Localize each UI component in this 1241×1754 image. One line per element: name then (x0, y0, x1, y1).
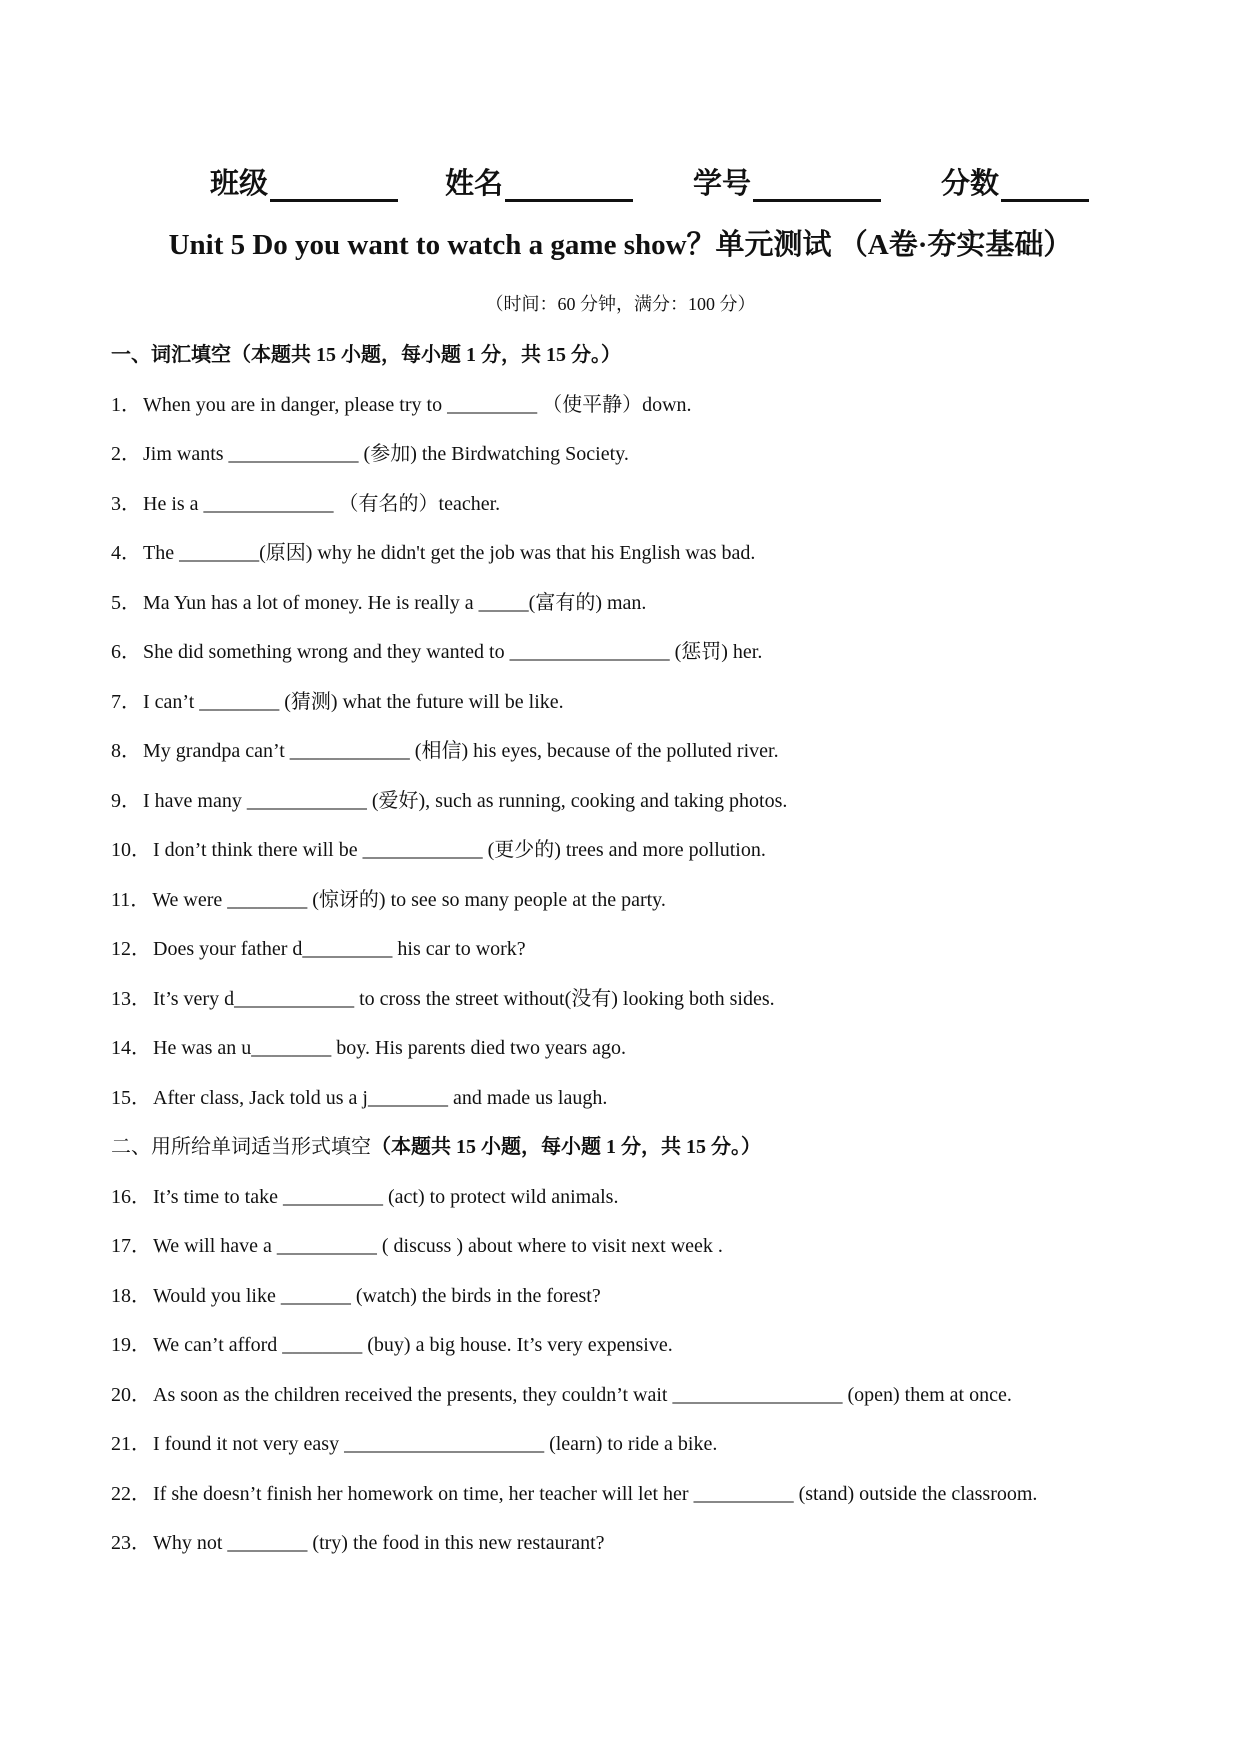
question-text: It’s very d____________ to cross the street without(没有) looking both sides. (153, 987, 775, 1010)
question-number: 18． (111, 1284, 151, 1307)
question-text: My grandpa can’t ____________ (相信) his eyes, because of the polluted river. (143, 740, 779, 762)
question-number: 2． (111, 443, 141, 465)
test-subtitle: （时间：60 分钟，满分：100 分） (485, 294, 756, 314)
question-item (111, 529, 1191, 579)
question-text: As soon as the children received the presents, they couldn’t wait _________________ (open) them at once. (153, 1383, 1012, 1406)
student-info-header (210, 160, 1140, 202)
question-number: 3． (111, 492, 141, 515)
question-item (111, 1074, 1191, 1124)
question-number: 7． (111, 690, 141, 713)
question-item (111, 1519, 1191, 1569)
class-field (210, 161, 445, 202)
question-text: Does your father d_________ his car to work? (153, 938, 526, 960)
question-item (111, 876, 1191, 926)
student-id-blank (753, 169, 881, 202)
question-text: We were ________ (惊讶的) to see so many people at the party. (152, 888, 666, 911)
question-item (111, 925, 1191, 975)
question-number: 17． (111, 1235, 151, 1257)
question-number: 12． (111, 938, 151, 960)
question-text: We can’t afford ________ (buy) a big house. It’s very expensive. (153, 1334, 673, 1356)
question-text: He was an u________ boy. His parents died two years ago. (153, 1037, 627, 1059)
question-item (111, 727, 1191, 777)
name-blank (505, 169, 633, 202)
question-item (111, 579, 1191, 629)
question-text: Would you like _______ (watch) the birds in the forest? (153, 1284, 601, 1307)
question-text: After class, Jack told us a j________ and made us laugh. (153, 1086, 608, 1109)
question-item (111, 480, 1191, 530)
section-heading (111, 1123, 1191, 1173)
question-item (111, 628, 1191, 678)
name-label: 姓名 (445, 166, 504, 200)
question-item (111, 1173, 1191, 1223)
question-text: I don’t think there will be ____________ (更少的) trees and more pollution. (153, 839, 766, 861)
question-text: We will have a __________ ( discuss ) about where to visit next week . (153, 1235, 723, 1257)
question-number: 4． (111, 542, 141, 564)
question-number: 13． (111, 987, 151, 1010)
question-number: 9． (111, 789, 141, 812)
question-text: It’s time to take __________ (act) to protect wild animals. (153, 1185, 619, 1208)
question-number: 15． (111, 1086, 151, 1109)
question-number: 10． (111, 839, 151, 861)
question-text: I have many ____________ (爱好), such as running, cooking and taking photos. (143, 789, 788, 812)
class-label: 班级 (210, 166, 269, 200)
question-item (111, 1024, 1191, 1074)
score-blank (1001, 169, 1089, 202)
test-content (111, 331, 1191, 1569)
question-number: 21． (111, 1433, 151, 1455)
question-number: 16． (111, 1185, 151, 1208)
question-text: I can’t ________ (猜测) what the future will be like. (143, 690, 564, 713)
question-text: Jim wants _____________ (参加) the Birdwatching Society. (143, 443, 629, 465)
question-item (111, 430, 1191, 480)
question-item (111, 1321, 1191, 1371)
question-text: Why not ________ (try) the food in this new restaurant? (153, 1532, 605, 1554)
question-number: 20． (111, 1383, 151, 1406)
question-item (111, 1272, 1191, 1322)
question-number: 6． (111, 641, 141, 663)
question-number: 8． (111, 740, 141, 762)
student-id-label: 学号 (693, 166, 752, 200)
question-number: 22． (111, 1482, 151, 1505)
question-text: I found it not very easy ____________________ (learn) to ride a bike. (153, 1433, 718, 1455)
section-heading-scoring: （本题共 15 小题，每小题 1 分，共 15 分。） (231, 344, 621, 366)
section-heading-scoring: （本题共 15 小题，每小题 1 分，共 15 分。） (371, 1136, 761, 1158)
question-item (111, 1470, 1191, 1520)
question-item (111, 678, 1191, 728)
question-text: The ________(原因) why he didn't get the job was that his English was bad. (143, 542, 756, 564)
question-item (111, 1371, 1191, 1421)
question-text: When you are in danger, please try to _________ （使平静）down. (143, 393, 692, 416)
section-heading-title: 一、词汇填空 (111, 344, 231, 366)
section-heading (111, 331, 1191, 381)
question-number: 23． (111, 1532, 151, 1554)
question-item (111, 1222, 1191, 1272)
question-item (111, 777, 1191, 827)
question-text: She did something wrong and they wanted to ________________ (惩罚) her. (143, 641, 763, 663)
name-field (445, 161, 693, 202)
question-item (111, 975, 1191, 1025)
question-text: If she doesn’t finish her homework on time, her teacher will let her __________ (stand) outside the classroom. (153, 1482, 1038, 1505)
question-number: 11． (111, 888, 151, 911)
question-number: 1． (111, 393, 141, 416)
section-heading-title: 二、用所给单词适当形式填空 (111, 1136, 371, 1158)
student-id-field (693, 161, 941, 202)
question-text: He is a _____________ （有名的）teacher. (143, 492, 501, 515)
question-text: Ma Yun has a lot of money. He is really a _____(富有的) man. (143, 591, 647, 614)
question-item (111, 1420, 1191, 1470)
class-blank (270, 169, 398, 202)
question-number: 19． (111, 1334, 151, 1356)
test-title: Unit 5 Do you want to watch a game show？单元测试 （A卷·夯实基础） (168, 229, 1073, 261)
score-label: 分数 (941, 166, 1000, 200)
question-item (111, 381, 1191, 431)
question-number: 5． (111, 591, 141, 614)
score-field (941, 161, 1089, 202)
question-item (111, 826, 1191, 876)
question-number: 14． (111, 1037, 151, 1059)
